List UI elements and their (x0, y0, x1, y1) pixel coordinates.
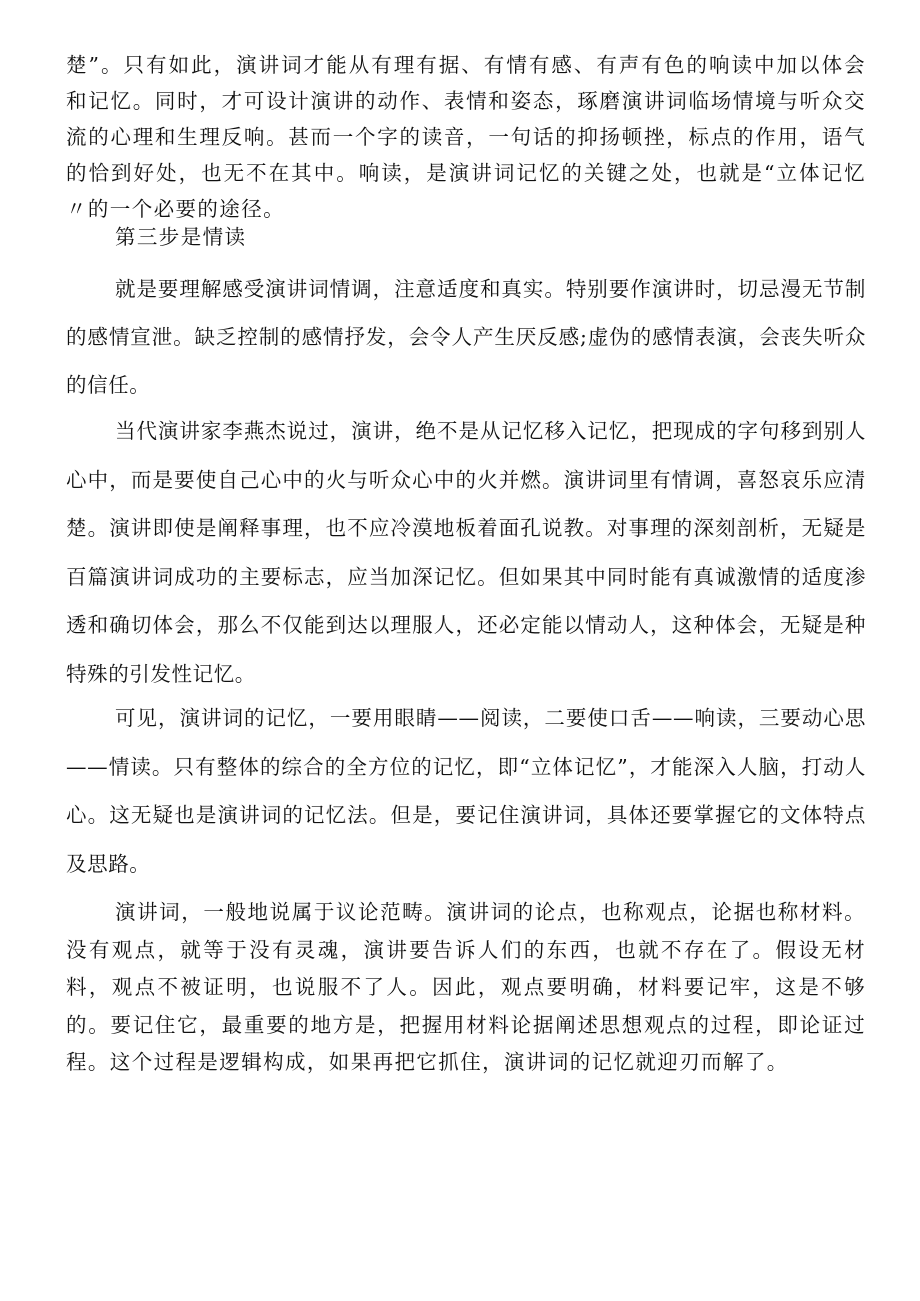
paragraph-argument-structure: 演讲词，一般地说属于议论范畴。演讲词的论点，也称观点，论据也称材料。没有观点，就等于没有灵魂，演讲要告诉人们的东西，也就不存在了。假设无材料，观点不被证明，也说服不了人。因此，观点要明确，材料要记牢，这是不够的。要记住它，最重要的地方是，把握用材料论据阐述思想观点的过程，即论证过程。这个过程是逻辑构成，如果再把它抓住，演讲词的记忆就迎刃而解了。 (66, 900, 866, 1074)
paragraph-emotional-reading: 就是要理解感受演讲词情调，注意适度和真实。特别要作演讲时，切忌漫无节制的感情宣泄。缺乏控制的感情抒发，会令人产生厌反感;虚伪的感情表演，会丧失听众的信任。 (66, 277, 866, 397)
paragraph-summary: 可见，演讲词的记忆，一要用眼睛——阅读，二要使口舌——响读，三要动心思——情读。只有整体的综合的全方位的记忆，即“立体记忆”，才能深入人脑，打动人心。这无疑也是演讲词的记忆法。但是，要记住演讲词，具体还要掌握它的文体特点及思路。 (66, 706, 866, 876)
section-heading-step-three: 第三步是情读 (115, 225, 247, 249)
paragraph-continued-intro: 楚”。只有如此，演讲词才能从有理有据、有情有感、有声有色的响读中加以体会和记忆。同时，才可设计演讲的动作、表情和姿态，琢磨演讲词临场情境与听众交流的心理和生理反响。甚而一个字的读音，一句话的抑扬顿挫，标点的作用，语气的恰到好处，也无不在其中。响读，是演讲词记忆的关键之处，也就是“立体记忆〃的一个必要的途径。 (66, 53, 866, 221)
paragraph-li-yanjie-quote: 当代演讲家李燕杰说过，演讲，绝不是从记忆移入记忆，把现成的字句移到别人心中，而是要使自己心中的火与听众心中的火并燃。演讲词里有情调，喜怒哀乐应清楚。演讲即使是阐释事理，也不应冷漠地板着面孔说教。对事理的深刻剖析，无疑是百篇演讲词成功的主要标志，应当加深记忆。但如果其中同时能有真诚激情的适度渗透和确切体会，那么不仅能到达以理服人，还必定能以情动人，这种体会，无疑是种特殊的引发性记忆。 (66, 419, 866, 686)
